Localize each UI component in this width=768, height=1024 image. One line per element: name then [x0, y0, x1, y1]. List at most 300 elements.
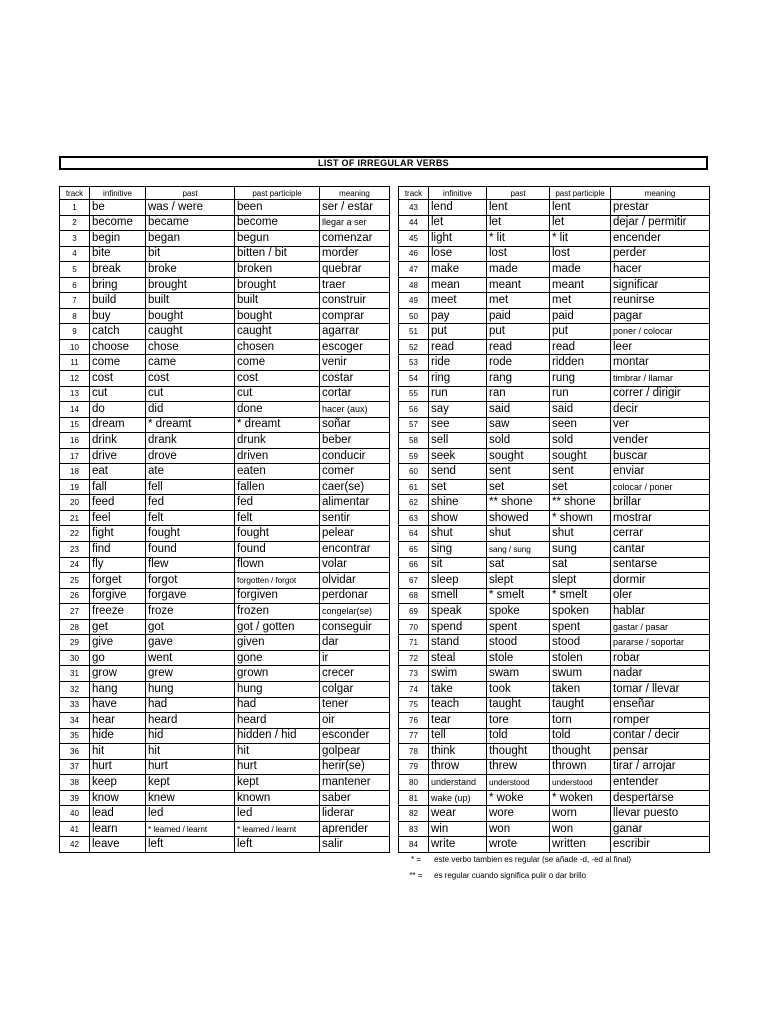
table-row: [60, 573, 390, 589]
past-participle-cell: worn: [550, 806, 611, 822]
track-cell: 7: [60, 293, 90, 309]
infinitive-cell: mean: [429, 277, 487, 293]
meaning-cell: tirar / arrojar: [611, 759, 710, 775]
past-participle-cell: hurt: [235, 759, 320, 775]
past-cell: shut: [487, 526, 550, 542]
past-participle-cell: seen: [550, 417, 611, 433]
header-past: past: [146, 187, 235, 200]
table-row: [399, 542, 710, 558]
past-participle-cell: said: [550, 402, 611, 418]
infinitive-cell: feed: [90, 495, 146, 511]
infinitive-cell: tell: [429, 728, 487, 744]
table-row: [60, 386, 390, 402]
past-cell: built: [146, 293, 235, 309]
past-participle-cell: driven: [235, 448, 320, 464]
table-row: [399, 371, 710, 387]
track-cell: 44: [399, 215, 429, 231]
infinitive-cell: grow: [90, 666, 146, 682]
meaning-cell: cortar: [320, 386, 390, 402]
meaning-cell: comer: [320, 464, 390, 480]
past-participle-cell: forgiven: [235, 588, 320, 604]
infinitive-cell: hit: [90, 744, 146, 760]
past-participle-cell: cut: [235, 386, 320, 402]
track-cell: 37: [60, 759, 90, 775]
meaning-cell: ser / estar: [320, 200, 390, 216]
track-cell: 67: [399, 573, 429, 589]
infinitive-cell: understand: [429, 775, 487, 791]
meaning-cell: oler: [611, 588, 710, 604]
table-row: [399, 573, 710, 589]
past-participle-cell: given: [235, 635, 320, 651]
footnote-text: es regular cuando significa pulir o dar brillo: [434, 870, 587, 880]
past-cell: flew: [146, 557, 235, 573]
track-cell: 20: [60, 495, 90, 511]
past-cell: cut: [146, 386, 235, 402]
track-cell: 80: [399, 775, 429, 791]
past-participle-cell: spent: [550, 619, 611, 635]
past-cell: hit: [146, 744, 235, 760]
table-row: [60, 666, 390, 682]
past-cell: had: [146, 697, 235, 713]
past-participle-cell: got / gotten: [235, 619, 320, 635]
meaning-cell: enseñar: [611, 697, 710, 713]
meaning-cell: pelear: [320, 526, 390, 542]
infinitive-cell: meet: [429, 293, 487, 309]
verbs-table-right: [398, 186, 710, 853]
past-participle-cell: written: [550, 837, 611, 853]
past-cell: caught: [146, 324, 235, 340]
past-cell: rang: [487, 371, 550, 387]
past-participle-cell: put: [550, 324, 611, 340]
table-row: [60, 324, 390, 340]
meaning-cell: volar: [320, 557, 390, 573]
table-row: [399, 402, 710, 418]
track-cell: 63: [399, 510, 429, 526]
past-participle-cell: read: [550, 339, 611, 355]
infinitive-cell: do: [90, 402, 146, 418]
table-row: [399, 417, 710, 433]
meaning-cell: aprender: [320, 821, 390, 837]
past-cell: made: [487, 262, 550, 278]
meaning-cell: cerrar: [611, 526, 710, 542]
track-cell: 41: [60, 821, 90, 837]
past-participle-cell: ** shone: [550, 495, 611, 511]
meaning-cell: leer: [611, 339, 710, 355]
track-cell: 75: [399, 697, 429, 713]
table-row: [399, 557, 710, 573]
infinitive-cell: speak: [429, 604, 487, 620]
infinitive-cell: go: [90, 650, 146, 666]
infinitive-cell: become: [90, 215, 146, 231]
track-cell: 58: [399, 433, 429, 449]
track-cell: 52: [399, 339, 429, 355]
meaning-cell: pararse / soportar: [611, 635, 710, 651]
table-row: [399, 666, 710, 682]
track-cell: 51: [399, 324, 429, 340]
header-infinitive: infinitive: [429, 187, 487, 200]
past-cell: was / were: [146, 200, 235, 216]
past-cell: did: [146, 402, 235, 418]
table-row: [399, 650, 710, 666]
track-cell: 62: [399, 495, 429, 511]
track-cell: 79: [399, 759, 429, 775]
past-participle-cell: gone: [235, 650, 320, 666]
past-cell: told: [487, 728, 550, 744]
table-row: [399, 619, 710, 635]
infinitive-cell: choose: [90, 339, 146, 355]
past-cell: hung: [146, 681, 235, 697]
meaning-cell: llevar puesto: [611, 806, 710, 822]
table-row: [60, 557, 390, 573]
infinitive-cell: bite: [90, 246, 146, 262]
infinitive-cell: sleep: [429, 573, 487, 589]
table-row: [60, 402, 390, 418]
table-header-row: [399, 187, 710, 200]
infinitive-cell: light: [429, 231, 487, 247]
infinitive-cell: hurt: [90, 759, 146, 775]
past-participle-cell: * learned / learnt: [235, 821, 320, 837]
table-row: [60, 650, 390, 666]
track-cell: 16: [60, 433, 90, 449]
table-row: [399, 510, 710, 526]
past-cell: spoke: [487, 604, 550, 620]
table-row: [60, 479, 390, 495]
past-cell: heard: [146, 713, 235, 729]
past-cell: got: [146, 619, 235, 635]
table-row: [399, 231, 710, 247]
meaning-cell: decir: [611, 402, 710, 418]
table-row: [399, 588, 710, 604]
past-cell: paid: [487, 308, 550, 324]
past-cell: * smelt: [487, 588, 550, 604]
table-row: [399, 464, 710, 480]
track-cell: 59: [399, 448, 429, 464]
infinitive-cell: get: [90, 619, 146, 635]
past-participle-cell: met: [550, 293, 611, 309]
header-track: track: [399, 187, 429, 200]
meaning-cell: esconder: [320, 728, 390, 744]
table-row: [399, 495, 710, 511]
table-row: [399, 200, 710, 216]
table-row: [60, 697, 390, 713]
infinitive-cell: think: [429, 744, 487, 760]
track-cell: 10: [60, 339, 90, 355]
meaning-cell: escribir: [611, 837, 710, 853]
meaning-cell: olvidar: [320, 573, 390, 589]
header-track: track: [60, 187, 90, 200]
meaning-cell: comprar: [320, 308, 390, 324]
past-participle-cell: lost: [550, 246, 611, 262]
past-cell: left: [146, 837, 235, 853]
past-participle-cell: bitten / bit: [235, 246, 320, 262]
past-cell: said: [487, 402, 550, 418]
track-cell: 25: [60, 573, 90, 589]
past-cell: stood: [487, 635, 550, 651]
meaning-cell: colgar: [320, 681, 390, 697]
meaning-cell: tomar / llevar: [611, 681, 710, 697]
past-cell: slept: [487, 573, 550, 589]
meaning-cell: construir: [320, 293, 390, 309]
past-cell: won: [487, 821, 550, 837]
past-cell: * dreamt: [146, 417, 235, 433]
infinitive-cell: give: [90, 635, 146, 651]
track-cell: 84: [399, 837, 429, 853]
past-cell: set: [487, 479, 550, 495]
table-header-row: [60, 187, 390, 200]
past-participle-cell: stood: [550, 635, 611, 651]
header-past-participle: past participle: [235, 187, 320, 200]
table-row: [399, 324, 710, 340]
meaning-cell: entender: [611, 775, 710, 791]
past-participle-cell: built: [235, 293, 320, 309]
table-row: [399, 681, 710, 697]
table-row: [399, 246, 710, 262]
infinitive-cell: cut: [90, 386, 146, 402]
meaning-cell: despertarse: [611, 790, 710, 806]
past-cell: bit: [146, 246, 235, 262]
infinitive-cell: send: [429, 464, 487, 480]
infinitive-cell: teach: [429, 697, 487, 713]
track-cell: 21: [60, 510, 90, 526]
track-cell: 77: [399, 728, 429, 744]
past-cell: showed: [487, 510, 550, 526]
infinitive-cell: keep: [90, 775, 146, 791]
past-participle-cell: swum: [550, 666, 611, 682]
past-participle-cell: * dreamt: [235, 417, 320, 433]
infinitive-cell: spend: [429, 619, 487, 635]
past-cell: led: [146, 806, 235, 822]
track-cell: 50: [399, 308, 429, 324]
past-participle-cell: felt: [235, 510, 320, 526]
past-participle-cell: stolen: [550, 650, 611, 666]
table-row: [60, 775, 390, 791]
past-participle-cell: kept: [235, 775, 320, 791]
infinitive-cell: come: [90, 355, 146, 371]
track-cell: 23: [60, 542, 90, 558]
past-participle-cell: done: [235, 402, 320, 418]
infinitive-cell: lend: [429, 200, 487, 216]
past-cell: ate: [146, 464, 235, 480]
infinitive-cell: set: [429, 479, 487, 495]
footnote-text: este verbo tambien es regular (se añade -d, -ed al final): [434, 855, 631, 864]
past-participle-cell: spoken: [550, 604, 611, 620]
meaning-cell: tener: [320, 697, 390, 713]
past-participle-cell: sent: [550, 464, 611, 480]
past-participle-cell: fought: [235, 526, 320, 542]
past-cell: kept: [146, 775, 235, 791]
past-participle-cell: begun: [235, 231, 320, 247]
meaning-cell: enviar: [611, 464, 710, 480]
table-row: [60, 604, 390, 620]
past-cell: met: [487, 293, 550, 309]
infinitive-cell: hang: [90, 681, 146, 697]
past-cell: became: [146, 215, 235, 231]
meaning-cell: dar: [320, 635, 390, 651]
meaning-cell: cantar: [611, 542, 710, 558]
past-participle-cell: taken: [550, 681, 611, 697]
past-participle-cell: fallen: [235, 479, 320, 495]
meaning-cell: comenzar: [320, 231, 390, 247]
infinitive-cell: sit: [429, 557, 487, 573]
track-cell: 42: [60, 837, 90, 853]
past-participle-cell: * lit: [550, 231, 611, 247]
meaning-cell: sentarse: [611, 557, 710, 573]
table-row: [60, 231, 390, 247]
past-participle-cell: lent: [550, 200, 611, 216]
meaning-cell: morder: [320, 246, 390, 262]
table-row: [60, 246, 390, 262]
infinitive-cell: lose: [429, 246, 487, 262]
past-participle-cell: sat: [550, 557, 611, 573]
table-row: [399, 837, 710, 853]
meaning-cell: romper: [611, 713, 710, 729]
infinitive-cell: drive: [90, 448, 146, 464]
track-cell: 56: [399, 402, 429, 418]
past-cell: cost: [146, 371, 235, 387]
past-participle-cell: taught: [550, 697, 611, 713]
past-participle-cell: understood: [550, 775, 611, 791]
track-cell: 69: [399, 604, 429, 620]
infinitive-cell: lead: [90, 806, 146, 822]
track-cell: 31: [60, 666, 90, 682]
table-row: [399, 635, 710, 651]
past-participle-cell: rung: [550, 371, 611, 387]
past-cell: thought: [487, 744, 550, 760]
past-participle-cell: had: [235, 697, 320, 713]
meaning-cell: ir: [320, 650, 390, 666]
infinitive-cell: pay: [429, 308, 487, 324]
past-participle-cell: flown: [235, 557, 320, 573]
meaning-cell: encontrar: [320, 542, 390, 558]
meaning-cell: pagar: [611, 308, 710, 324]
infinitive-cell: say: [429, 402, 487, 418]
table-row: [60, 215, 390, 231]
past-participle-cell: hung: [235, 681, 320, 697]
past-cell: bought: [146, 308, 235, 324]
track-cell: 4: [60, 246, 90, 262]
past-participle-cell: led: [235, 806, 320, 822]
past-participle-cell: been: [235, 200, 320, 216]
meaning-cell: golpear: [320, 744, 390, 760]
track-cell: 27: [60, 604, 90, 620]
track-cell: 73: [399, 666, 429, 682]
past-participle-cell: sold: [550, 433, 611, 449]
meaning-cell: prestar: [611, 200, 710, 216]
infinitive-cell: fly: [90, 557, 146, 573]
track-cell: 32: [60, 681, 90, 697]
meaning-cell: gastar / pasar: [611, 619, 710, 635]
past-participle-cell: told: [550, 728, 611, 744]
meaning-cell: colocar / poner: [611, 479, 710, 495]
past-participle-cell: hit: [235, 744, 320, 760]
track-cell: 28: [60, 619, 90, 635]
infinitive-cell: hear: [90, 713, 146, 729]
table-row: [399, 339, 710, 355]
table-row: [60, 635, 390, 651]
track-cell: 46: [399, 246, 429, 262]
track-cell: 24: [60, 557, 90, 573]
past-cell: began: [146, 231, 235, 247]
past-cell: rode: [487, 355, 550, 371]
infinitive-cell: learn: [90, 821, 146, 837]
footnote-2: [398, 868, 631, 884]
meaning-cell: robar: [611, 650, 710, 666]
table-row: [60, 837, 390, 853]
table-row: [60, 448, 390, 464]
track-cell: 57: [399, 417, 429, 433]
infinitive-cell: break: [90, 262, 146, 278]
header-infinitive: infinitive: [90, 187, 146, 200]
infinitive-cell: take: [429, 681, 487, 697]
track-cell: 76: [399, 713, 429, 729]
past-cell: forgot: [146, 573, 235, 589]
track-cell: 53: [399, 355, 429, 371]
past-cell: fought: [146, 526, 235, 542]
infinitive-cell: win: [429, 821, 487, 837]
meaning-cell: quebrar: [320, 262, 390, 278]
past-cell: ** shone: [487, 495, 550, 511]
table-row: [399, 604, 710, 620]
table-row: [60, 355, 390, 371]
infinitive-cell: find: [90, 542, 146, 558]
track-cell: 65: [399, 542, 429, 558]
verbs-table-left: [59, 186, 390, 853]
past-participle-cell: thought: [550, 744, 611, 760]
infinitive-cell: feel: [90, 510, 146, 526]
table-row: [60, 293, 390, 309]
infinitive-cell: run: [429, 386, 487, 402]
past-cell: gave: [146, 635, 235, 651]
past-participle-cell: caught: [235, 324, 320, 340]
table-row: [399, 806, 710, 822]
past-cell: knew: [146, 790, 235, 806]
meaning-cell: llegar a ser: [320, 215, 390, 231]
infinitive-cell: smell: [429, 588, 487, 604]
track-cell: 29: [60, 635, 90, 651]
infinitive-cell: freeze: [90, 604, 146, 620]
past-cell: sought: [487, 448, 550, 464]
track-cell: 14: [60, 402, 90, 418]
meaning-cell: ver: [611, 417, 710, 433]
infinitive-cell: ring: [429, 371, 487, 387]
past-cell: taught: [487, 697, 550, 713]
header-meaning: meaning: [320, 187, 390, 200]
infinitive-cell: sell: [429, 433, 487, 449]
meaning-cell: perder: [611, 246, 710, 262]
footnotes: [398, 852, 631, 883]
meaning-cell: sentir: [320, 510, 390, 526]
track-cell: 22: [60, 526, 90, 542]
table-row: [399, 308, 710, 324]
meaning-cell: brillar: [611, 495, 710, 511]
track-cell: 5: [60, 262, 90, 278]
past-participle-cell: brought: [235, 277, 320, 293]
meaning-cell: caer(se): [320, 479, 390, 495]
past-participle-cell: made: [550, 262, 611, 278]
track-cell: 38: [60, 775, 90, 791]
table-row: [60, 308, 390, 324]
track-cell: 54: [399, 371, 429, 387]
past-cell: spent: [487, 619, 550, 635]
track-cell: 71: [399, 635, 429, 651]
infinitive-cell: steal: [429, 650, 487, 666]
meaning-cell: montar: [611, 355, 710, 371]
infinitive-cell: cost: [90, 371, 146, 387]
table-row: [399, 479, 710, 495]
past-participle-cell: forgotten / forgot: [235, 573, 320, 589]
past-participle-cell: meant: [550, 277, 611, 293]
table-row: [60, 806, 390, 822]
